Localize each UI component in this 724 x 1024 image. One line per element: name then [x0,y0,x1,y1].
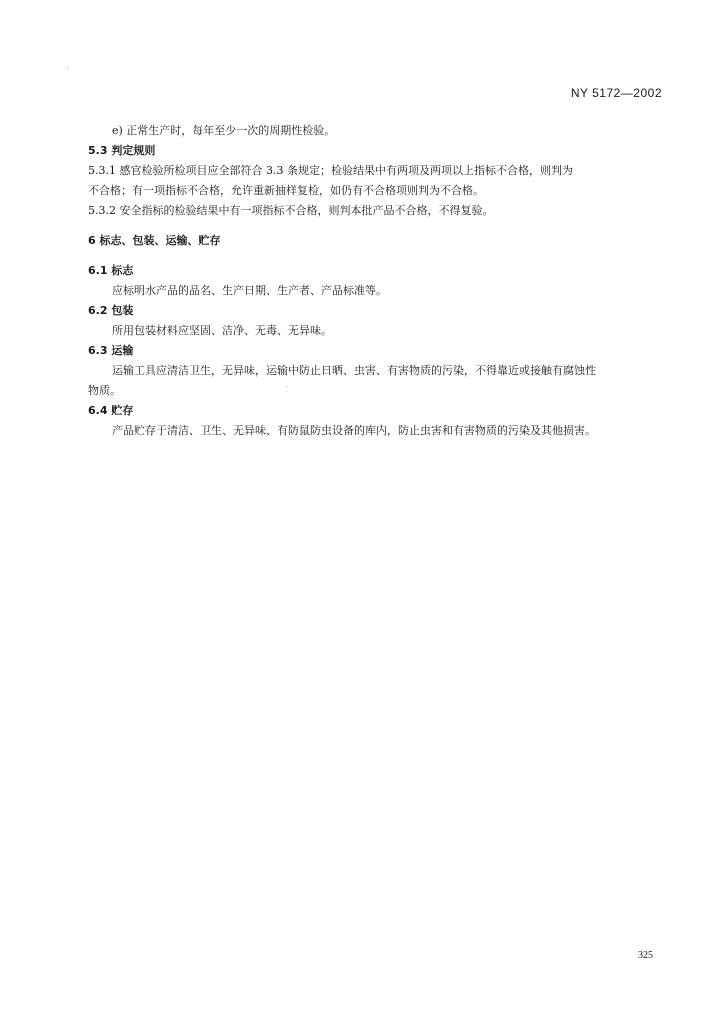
heading-5-3: 5.3 判定规则 [88,144,156,157]
heading-6-4: 6.4 贮存 [88,404,134,417]
heading-6-1: 6.1 标志 [88,264,134,277]
clause-6-3-line-1: 运输工具应清洁卫生，无异味，运输中防止日晒、虫害、有害物质的污染，不得靠近或接触有腐蚀性 [112,364,596,377]
heading-6-2: 6.2 包装 [88,304,134,317]
clause-6-4-text: 产品贮存于清洁、卫生、无异味、有防鼠防虫设备的库内，防止虫害和有害物质的污染及其他损害。 [112,424,596,437]
clause-5-3-2-text: 5.3.2 安全指标的检验结果中有一项指标不合格，则判本批产品不合格，不得复验。 [88,204,494,217]
clause-e-text: e) 正常生产时，每年至少一次的周期性检验。 [112,124,336,137]
clause-6-2-text: 所用包装材料应坚固、洁净、无毒、无异味。 [112,324,332,337]
clause-5-3-1-line-2: 不合格；有一项指标不合格，允许重新抽样复检，如仍有不合格项则判为不合格。 [88,184,484,197]
clause-6-1-text: 应标明水产品的品名、生产日期、生产者、产品标准等。 [112,284,387,297]
heading-6-3: 6.3 运输 [88,344,134,357]
page-number: 325 [638,950,653,961]
scan-speck [286,386,287,387]
document-body [88,121,663,441]
clause-5-3-1-line-1: 5.3.1 感官检验所检项目应全部符合 3.3 条规定；检验结果中有两项及两项以上指标不合格，则判为 [88,164,573,177]
scan-speck [67,67,68,68]
clause-6-3-line-2: 物质。 [88,384,121,397]
standard-code: NY 5172—2002 [570,86,662,100]
heading-6: 6 标志、包装、运输、贮存 [88,234,221,247]
